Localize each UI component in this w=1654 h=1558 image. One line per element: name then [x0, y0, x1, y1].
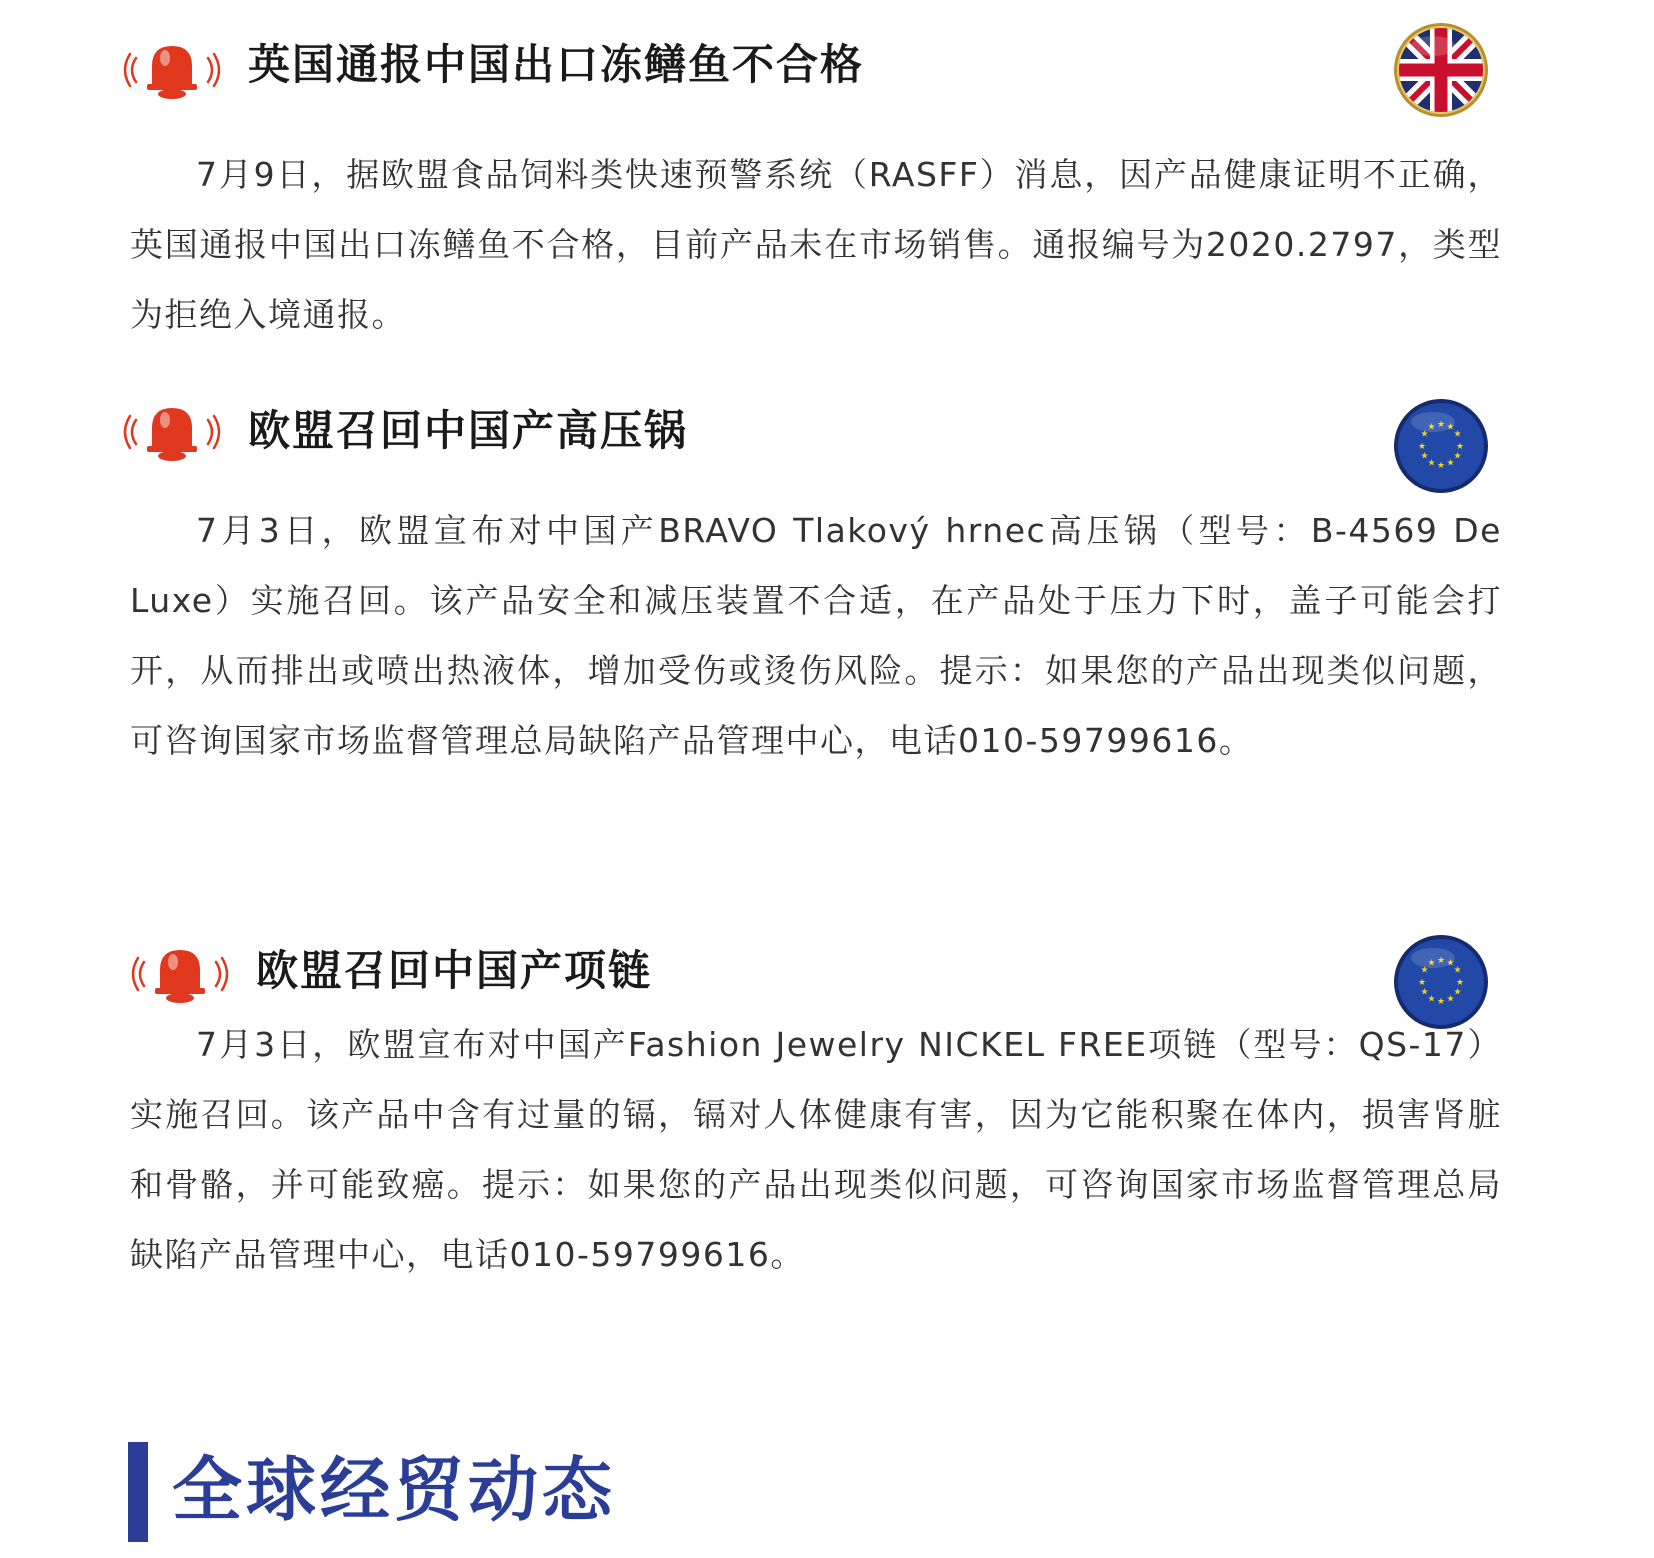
svg-text:★: ★ [1446, 994, 1455, 1005]
svg-text:★: ★ [1453, 429, 1462, 440]
section-title: 全球经贸动态 [172, 1449, 616, 1531]
svg-text:★: ★ [1453, 965, 1462, 976]
svg-text:★: ★ [1427, 422, 1436, 433]
svg-text:★: ★ [1420, 987, 1429, 998]
alarm-bell-icon [122, 40, 222, 100]
notice-header [0, 400, 1654, 500]
svg-text:★: ★ [1446, 422, 1455, 433]
svg-text:★: ★ [1417, 442, 1427, 452]
notice-title: 英国通报中国出口冻鳝鱼不合格 [248, 40, 865, 89]
notice-header [0, 22, 1654, 122]
notice-body: 7月9日，据欧盟食品饲料类快速预警系统（RASFF）消息，因产品健康证明不正确，英国通报中国出口冻鳝鱼不合格，目前产品未在市场销售。通报编号为2020.2797，类型为拒绝入境通报。 [130, 155, 1502, 334]
svg-text:★: ★ [1455, 978, 1465, 988]
eu-flag-icon [1393, 398, 1489, 494]
uk-flag-icon [1393, 22, 1489, 118]
svg-text:★: ★ [1436, 956, 1446, 966]
svg-text:★: ★ [1436, 997, 1446, 1007]
svg-text:★: ★ [1453, 451, 1462, 462]
alarm-bell-icon [130, 944, 230, 1004]
svg-text:★: ★ [1446, 958, 1455, 969]
svg-text:★: ★ [1420, 429, 1429, 440]
svg-text:★: ★ [1420, 965, 1429, 976]
notice-uk-eel [0, 22, 1654, 342]
svg-text:★: ★ [1455, 442, 1465, 452]
section-header [128, 1442, 828, 1542]
svg-text:★: ★ [1436, 420, 1446, 430]
svg-text:★: ★ [1417, 978, 1427, 988]
notice-eu-necklace [0, 936, 1654, 1336]
alarm-bell-icon [122, 402, 222, 462]
section-accent-bar [128, 1442, 148, 1542]
notice-title: 欧盟召回中国产高压锅 [248, 406, 689, 455]
notice-body: 7月3日，欧盟宣布对中国产Fashion Jewelry NICKEL FREE项链（型号：QS-17）实施召回。该产品中含有过量的镉，镉对人体健康有害，因为它能积聚在体内，损害肾脏和骨骼，并可能致癌。提示：如果您的产品出现类似问题，可咨询国家市场监督管理总局缺陷产品管理中心，电话010-59799616。 [130, 1025, 1502, 1274]
svg-text:★: ★ [1420, 451, 1429, 462]
notice-title: 欧盟召回中国产项链 [256, 946, 653, 995]
svg-text:★: ★ [1427, 994, 1436, 1005]
svg-text:★: ★ [1436, 461, 1446, 471]
svg-text:★: ★ [1453, 987, 1462, 998]
svg-text:★: ★ [1427, 958, 1436, 969]
notice-body: 7月3日，欧盟宣布对中国产BRAVO Tlakový hrnec高压锅（型号：B-4569 De Luxe）实施召回。该产品安全和减压装置不合适，在产品处于压力下时，盖子可能会打开，从而排出或喷出热液体，增加受伤或烫伤风险。提示：如果您的产品出现类似问题，可咨询国家市场监督管理总局缺陷产品管理中心，电话010-59799616。 [130, 511, 1502, 760]
svg-text:★: ★ [1446, 458, 1455, 469]
notice-eu-pressure-cooker [0, 400, 1654, 860]
svg-text:★: ★ [1427, 458, 1436, 469]
